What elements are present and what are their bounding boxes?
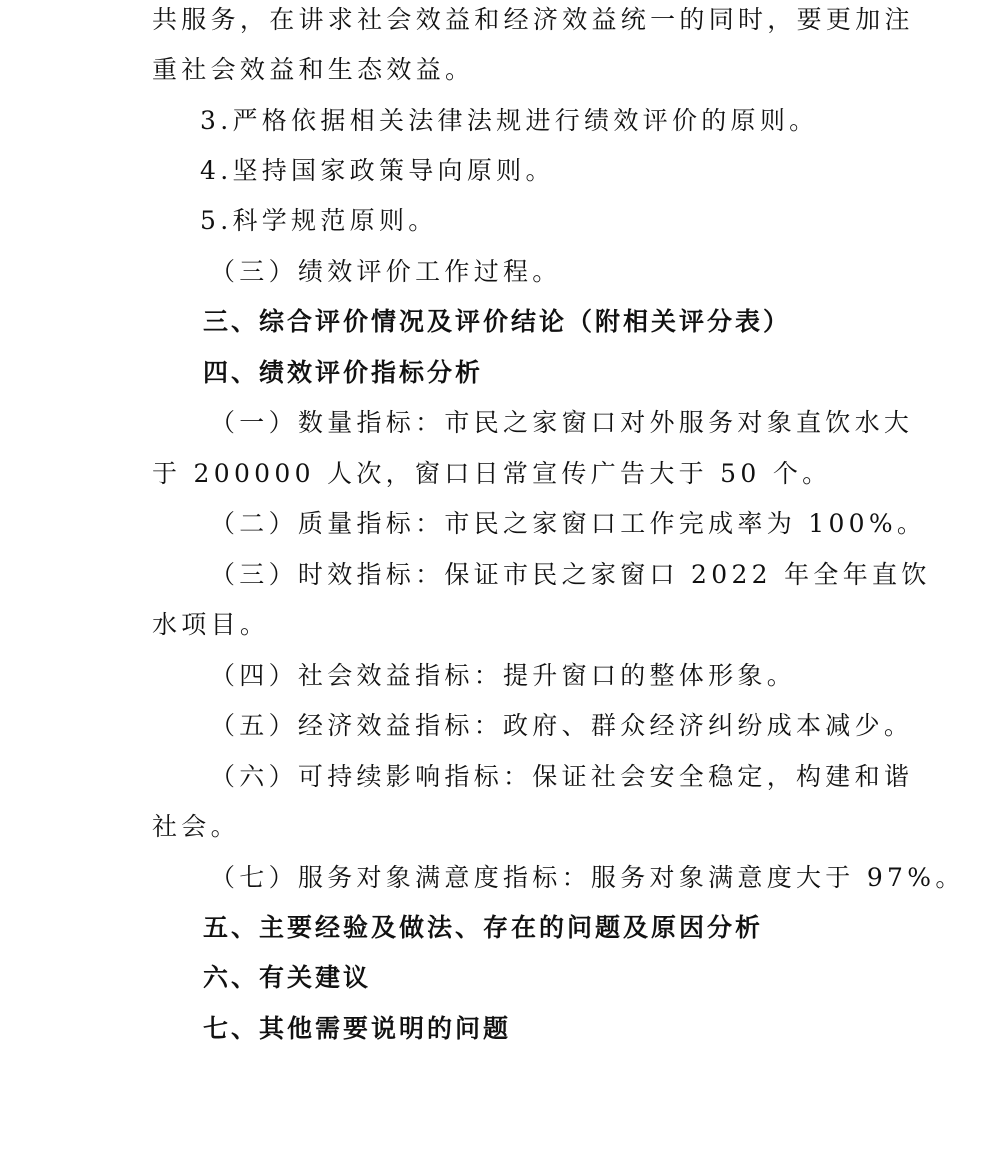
section-heading: 六、有关建议 <box>203 963 372 992</box>
section-heading: 五、主要经验及做法、存在的问题及原因分析 <box>203 913 764 942</box>
paragraph-line: （三）时效指标：保证市民之家窗口 2022 年全年直饮 <box>210 560 931 589</box>
subsection-heading: （三）绩效评价工作过程。 <box>210 257 562 286</box>
paragraph-line: （五）经济效益指标：政府、群众经济纠纷成本减少。 <box>210 711 914 740</box>
section-heading: 七、其他需要说明的问题 <box>203 1014 512 1043</box>
paragraph-line: （一）数量指标：市民之家窗口对外服务对象直饮水大 <box>210 408 914 437</box>
paragraph-line: （六）可持续影响指标：保证社会安全稳定，构建和谐 <box>210 762 914 791</box>
paragraph-line: （四）社会效益指标：提升窗口的整体形象。 <box>210 661 797 690</box>
section-heading: 三、综合评价情况及评价结论（附相关评分表） <box>203 307 792 336</box>
list-item: 5.科学规范原则。 <box>200 206 438 235</box>
paragraph-line: （七）服务对象满意度指标：服务对象满意度大于 97%。 <box>210 863 965 892</box>
paragraph-line: （二）质量指标：市民之家窗口工作完成率为 100%。 <box>210 509 927 538</box>
list-item: 4.坚持国家政策导向原则。 <box>200 156 555 185</box>
paragraph-line: 社会。 <box>152 812 240 841</box>
paragraph-line: 于 200000 人次，窗口日常宣传广告大于 50 个。 <box>152 459 832 488</box>
paragraph-line: 共服务，在讲求社会效益和经济效益统一的同时，要更加注 <box>152 5 914 34</box>
paragraph-line: 重社会效益和生态效益。 <box>152 55 475 84</box>
paragraph-line: 水项目。 <box>152 610 270 639</box>
list-item: 3.严格依据相关法律法规进行绩效评价的原则。 <box>200 106 819 135</box>
section-heading: 四、绩效评价指标分析 <box>203 358 484 387</box>
